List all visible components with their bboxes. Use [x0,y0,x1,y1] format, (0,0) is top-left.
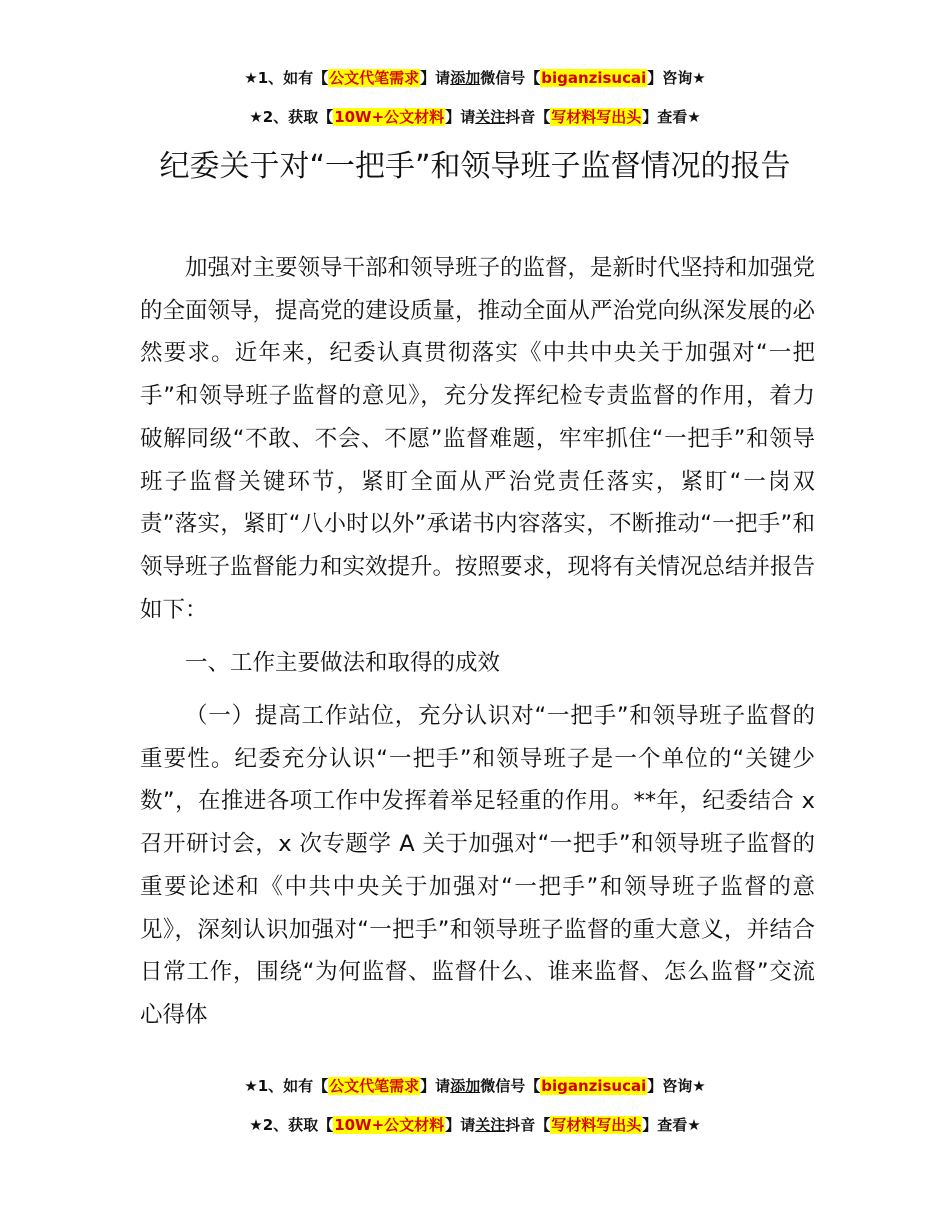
banner-highlight-wechat-id: biganzisucai [541,1077,647,1095]
banner-highlight-douyin-id: 写材料写出头 [551,1116,642,1134]
banner-text: 】请 [445,108,476,126]
banner-suffix: 】查看★ [642,1116,701,1134]
banner-suffix: 】咨询★ [647,69,706,87]
banner-underlined-follow: 关注 [475,1116,506,1134]
paragraph-section-1-1: （一）提高工作站位，充分认识对“一把手”和领导班子监督的重要性。纪委充分认识“一把手”和领导班子是一个单位的“关键少数”，在推进各项工作中发挥着举足轻重的作用。**年，纪委结合 x 召开研讨会，x 次专题学 A 关于加强对“一把手”和领导班子监督的重要论述和《中共中央关于加强对“一把手”和领导班子监督的意见》，深刻认识加强对“一把手”和领导班子监督的重大意义，并结合日常工作，围绕“为何监督、监督什么、谁来监督、怎么监督”交流心得体 [140,703,815,1028]
banner-suffix: 】咨询★ [647,1077,706,1095]
banner-highlight-service: 公文代笔需求 [329,69,420,87]
banner-text: 】请 [420,69,451,87]
banner-text: 微信号【 [480,69,541,87]
banner-prefix: ★2、获取【 [249,1116,334,1134]
footer-banner-line-2 [0,1114,950,1136]
banner-prefix: ★1、如有【 [244,1077,329,1095]
banner-underlined-follow: 关注 [475,108,506,126]
banner-highlight-materials: 10W+公文材料 [334,108,445,126]
document-body [140,247,815,1037]
banner-text: 抖音【 [505,1116,551,1134]
footer-banner-line-1 [0,1075,950,1097]
header-banner-line-1 [0,67,950,89]
banner-highlight-materials: 10W+公文材料 [334,1116,445,1134]
banner-text: 微信号【 [480,1077,541,1095]
banner-prefix: ★2、获取【 [249,108,334,126]
paragraph-intro: 加强对主要领导干部和领导班子的监督，是新时代坚持和加强党的全面领导，提高党的建设质量，推动全面从严治党向纵深发展的必然要求。近年来，纪委认真贯彻落实《中共中央关于加强对“一把手”和领导班子监督的意见》，充分发挥纪检专责监督的作用，着力破解同级“不敢、不会、不愿”监督难题，牢牢抓住“一把手”和领导班子监督关键环节，紧盯全面从严治党责任落实，紧盯“一岗双责”落实，紧盯“八小时以外”承诺书内容落实，不断推动“一把手”和领导班子监督能力和实效提升。按照要求，现将有关情况总结并报告如下： [140,255,816,623]
banner-underlined-add: 添加 [450,69,481,87]
banner-suffix: 】查看★ [642,108,701,126]
banner-text: 】请 [445,1116,476,1134]
banner-underlined-add: 添加 [450,1077,481,1095]
section-heading-1: 一、工作主要做法和取得的成效 [185,650,501,677]
banner-highlight-douyin-id: 写材料写出头 [551,108,642,126]
banner-prefix: ★1、如有【 [244,69,329,87]
document-title: 纪委关于对“一把手”和领导班子监督情况的报告 [159,149,791,184]
header-banner-line-2 [0,106,950,128]
banner-text: 抖音【 [505,108,551,126]
banner-highlight-service: 公文代笔需求 [329,1077,420,1095]
banner-text: 】请 [420,1077,451,1095]
banner-highlight-wechat-id: biganzisucai [541,69,647,87]
